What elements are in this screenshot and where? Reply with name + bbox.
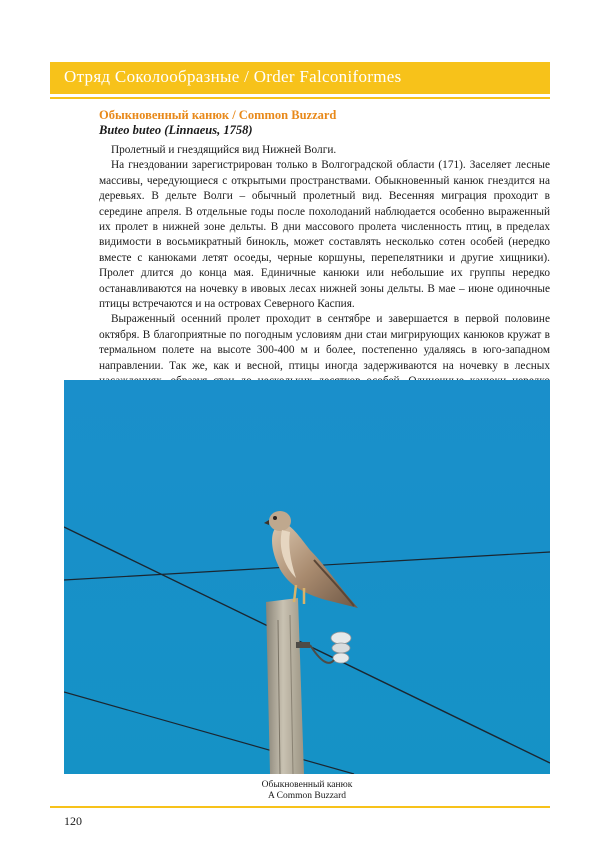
footer-rule <box>50 806 550 808</box>
latin-name: Buteo buteo (Linnaeus, 1758) <box>99 123 253 137</box>
insulator <box>296 642 310 648</box>
photo-caption <box>64 780 550 802</box>
caption-ru: Обыкновенный канюк <box>261 780 353 790</box>
paragraph: Пролетный и гнездящийся вид Нижней Волги. <box>111 144 337 156</box>
buzzard-photo <box>64 380 550 774</box>
wooden-pole <box>266 598 304 774</box>
caption-en: A Common Buzzard <box>267 791 347 801</box>
paragraph: На гнездовании зарегистрирован только в Волгоградской области (171). Заселяет лесные массивы, чередующиеся с открытыми пространствами. Обыкновенный канюк гнездится на деревьях. В дельте Волги – обычный пролетный вид. Весенняя миграция проходит в середине апреля. В отдельные годы после похолоданий наблюдается особенно выраженный их пролет в нижней зоне дельты. В дни массового пролета численность птиц, в пределах видимости в восьмикратный бинокль, может составлять несколько сотен особей (нередко вместе с канюками летят осоеды, черные коршуны, перепелятники и другие хищники). Пролет длится до конца мая. Единичные канюки или небольшие их группы нередко останавливаются на ночевку в ивовых лесах нижней зоны дельты. В мае – июне одиночные птицы встречаются и на островах Северного Каспия. <box>99 159 550 311</box>
section-banner <box>50 62 550 94</box>
page-number: 120 <box>64 814 82 828</box>
article-body <box>99 143 550 420</box>
species-title: Обыкновенный канюк / Common Buzzard <box>99 108 337 122</box>
photo-illustration <box>64 380 550 774</box>
insulator <box>331 632 351 644</box>
paragraph: Выраженный осенний пролет проходит в сентябре и завершается в первой половине октября. В благоприятные по погодным условиям дни стаи мигрирующих канюков кружат в термальном полете на высоте 300-400 м и более, постепенно удаляясь в юго-западном направлении. Так же, как и весной, птицы иногда задерживаются на ночевку в лесных <box>99 313 550 372</box>
header-rule <box>50 97 550 99</box>
section-title: Отряд Соколообразные / Order Falconiformes <box>64 67 402 86</box>
